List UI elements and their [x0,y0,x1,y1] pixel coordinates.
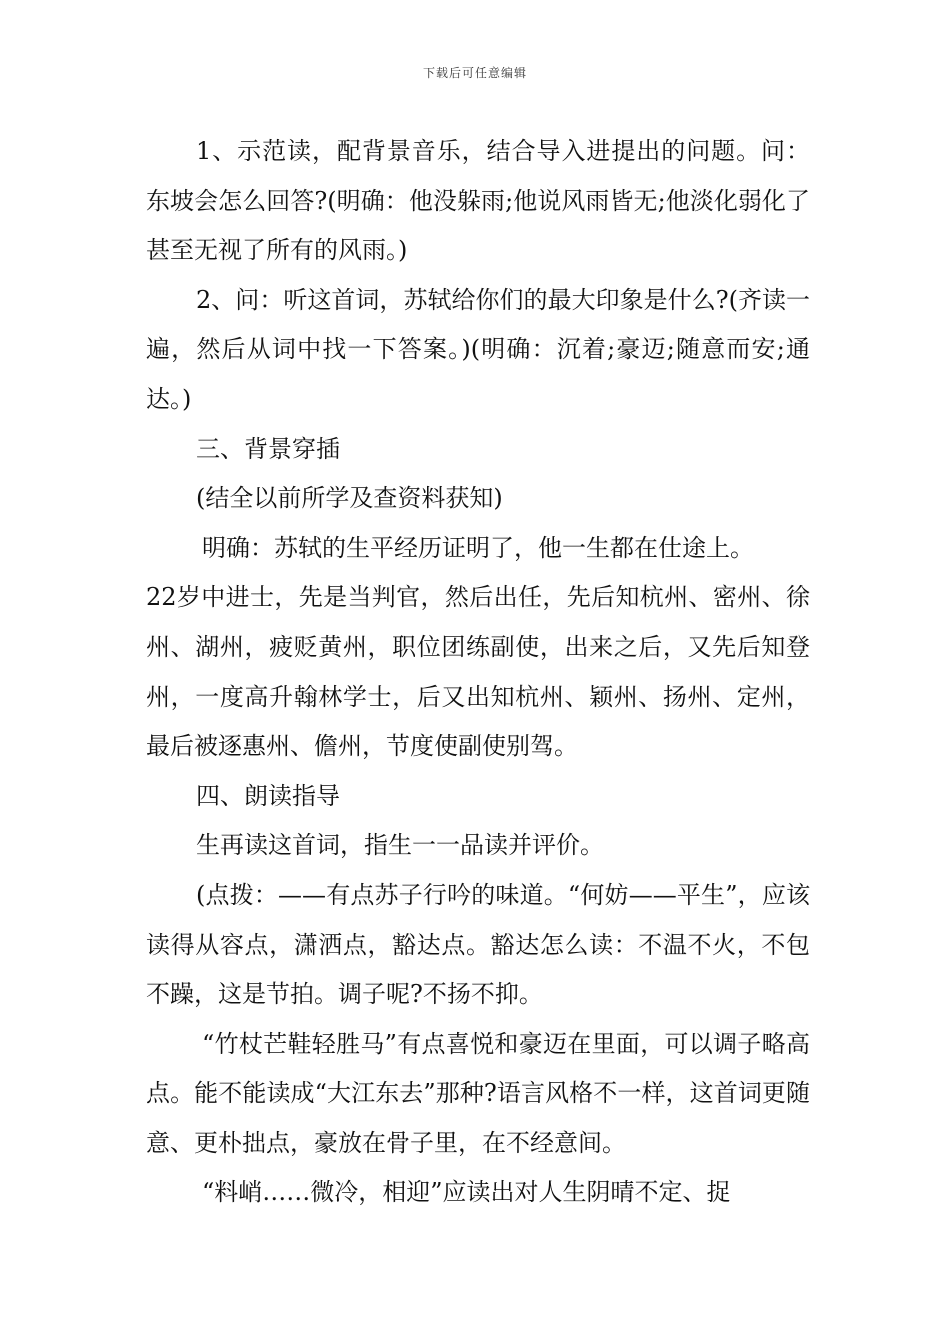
paragraph-2: 2、问：听这首词，苏轼给你们的最大印象是什么?(齐读一遍，然后从词中找一下答案。)(明确：沉着;豪迈;随意而安;通达。) [146,285,810,413]
section-heading-4: 四、朗读指导 [196,781,340,810]
section-heading-3: 三、背景穿插 [196,434,340,463]
paragraph-chill: “料峭……微冷，相迎”应读出对人生阴晴不定、捉 [202,1178,731,1207]
paragraph-clarify: 明确：苏轼的生平经历证明了，他一生都在仕途上。 [202,533,754,562]
paragraph-source-note: (结全以前所学及查资料获知) [196,484,503,513]
paragraph-reread: 生再读这首词，指生一一品读并评价。 [196,831,604,860]
document-body [146,127,810,1218]
page-header-note: 下载后可任意编辑 [422,66,527,80]
paragraph-guidance: (点拨：——有点苏子行吟的味道。“何妨——平生”，应该读得从容点，潇洒点，豁达点。豁达怎么读：不温不火，不包不躁，这是节拍。调子呢?不扬不抑。 [146,880,810,1009]
paragraph-1: 1、示范读，配背景音乐，结合导入进提出的问题。问：东坡会怎么回答?(明确：他没躲雨;他说风雨皆无;他淡化弱化了甚至无视了所有的风雨。) [146,137,810,265]
paragraph-biography: 22岁中进士，先是当判官，然后出任，先后知杭州、密州、徐州、湖州，疲贬黄州，职位团练副使，出来之后，又先后知登州，一度高升翰林学士，后又出知杭州、颖州、扬州、定州，最后被逐惠州、儋州，节度使副使别驾。 [146,583,810,761]
paragraph-bamboo-staff: “竹杖芒鞋轻胜马”有点喜悦和豪迈在里面，可以调子略高点。能不能读成“大江东去”那种?语言风格不一样，这首词更随意、更朴拙点，豪放在骨子里，在不经意间。 [146,1029,810,1157]
